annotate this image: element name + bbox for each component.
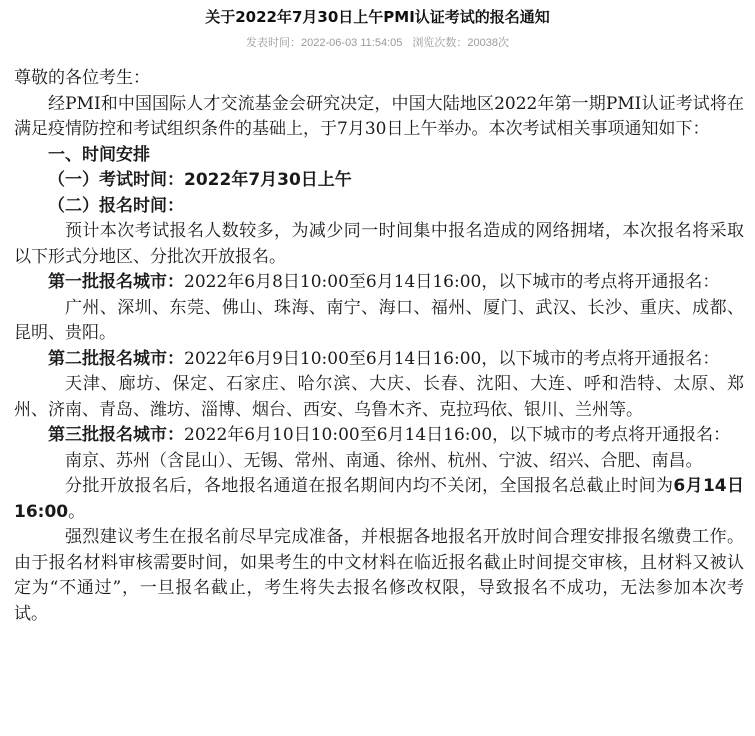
batch2-label: 第二批报名城市：: [48, 348, 184, 369]
batch1-label: 第一批报名城市：: [48, 272, 184, 292]
batch2-paragraph: [14, 347, 744, 373]
deadline-paragraph: [14, 474, 744, 525]
batch3-label: 第三批报名城市：: [48, 425, 184, 445]
batch1-text: 2022年6月8日10:00至6月14日16:00，以下城市的考点将开通报名：: [184, 272, 720, 292]
deadline-text: 分批开放报名后，各地报名通道在报名期间内均不关闭，全国报名总截止时间为: [65, 476, 674, 496]
article-meta: [0, 35, 755, 51]
batch2-cities: 天津、廊坊、保定、石家庄、哈尔滨、大庆、长春、沈阳、大连、呼和浩特、太原、郑州、济南、青岛、潍坊、淄博、烟台、西安、乌鲁木齐、克拉玛依、银川、兰州等。: [14, 374, 744, 420]
batch3-paragraph: [14, 423, 744, 449]
greeting: 尊敬的各位考生：: [14, 68, 150, 88]
exam-time-label: （一）考试时间：: [48, 170, 184, 190]
batch3-text: 2022年6月10日10:00至6月14日16:00，以下城市的考点将开通报名：: [184, 425, 731, 445]
intro-paragraph: 经PMI和中国国际人才交流基金会研究决定，中国大陆地区2022年第一期PMI认证考试将在满足疫情防控和考试组织条件的基础上，于7月30日上午举办。本次考试相关事项通知如下：: [14, 93, 744, 139]
batch1-paragraph: [14, 270, 744, 296]
exam-time-line: [14, 168, 744, 194]
view-count: 浏览次数：20038次: [412, 37, 509, 49]
exam-time-value: 2022年7月30日上午: [184, 170, 352, 190]
notice-title: 关于2022年7月30日上午PMI认证考试的报名通知: [205, 8, 550, 26]
publish-time: 发表时间：2022-06-03 11:54:05: [246, 37, 403, 49]
deadline-value: 6月14日16:00: [14, 476, 744, 522]
registration-time-heading: （二）报名时间：: [48, 195, 184, 216]
section-heading: 一、时间安排: [48, 144, 150, 165]
notice-body: [14, 66, 744, 627]
batch3-cities: 南京、苏州（含昆山）、无锡、常州、南通、徐州、杭州、宁波、绍兴、合肥、南昌。: [65, 450, 703, 471]
batch2-text: 2022年6月9日10:00至6月14日16:00，以下城市的考点将开通报名：: [184, 348, 720, 369]
deadline-end: 。: [68, 501, 86, 522]
registration-intro: 预计本次考试报名人数较多，为减少同一时间集中报名造成的网络拥堵，本次报名将采取以下形式分地区、分批次开放报名。: [14, 221, 744, 267]
batch1-cities: 广州、深圳、东莞、佛山、珠海、南宁、海口、福州、厦门、武汉、长沙、重庆、成都、昆明、贵阳。: [14, 297, 744, 343]
advice-paragraph: 强烈建议考生在报名前尽早完成准备，并根据各地报名开放时间合理安排报名缴费工作。由于报名材料审核需要时间，如果考生的中文材料在临近报名截止时间提交审核，且材料又被认定为“不通过”，一旦报名截止，考生将失去报名修改权限，导致报名不成功，无法参加本次考试。: [14, 527, 744, 624]
